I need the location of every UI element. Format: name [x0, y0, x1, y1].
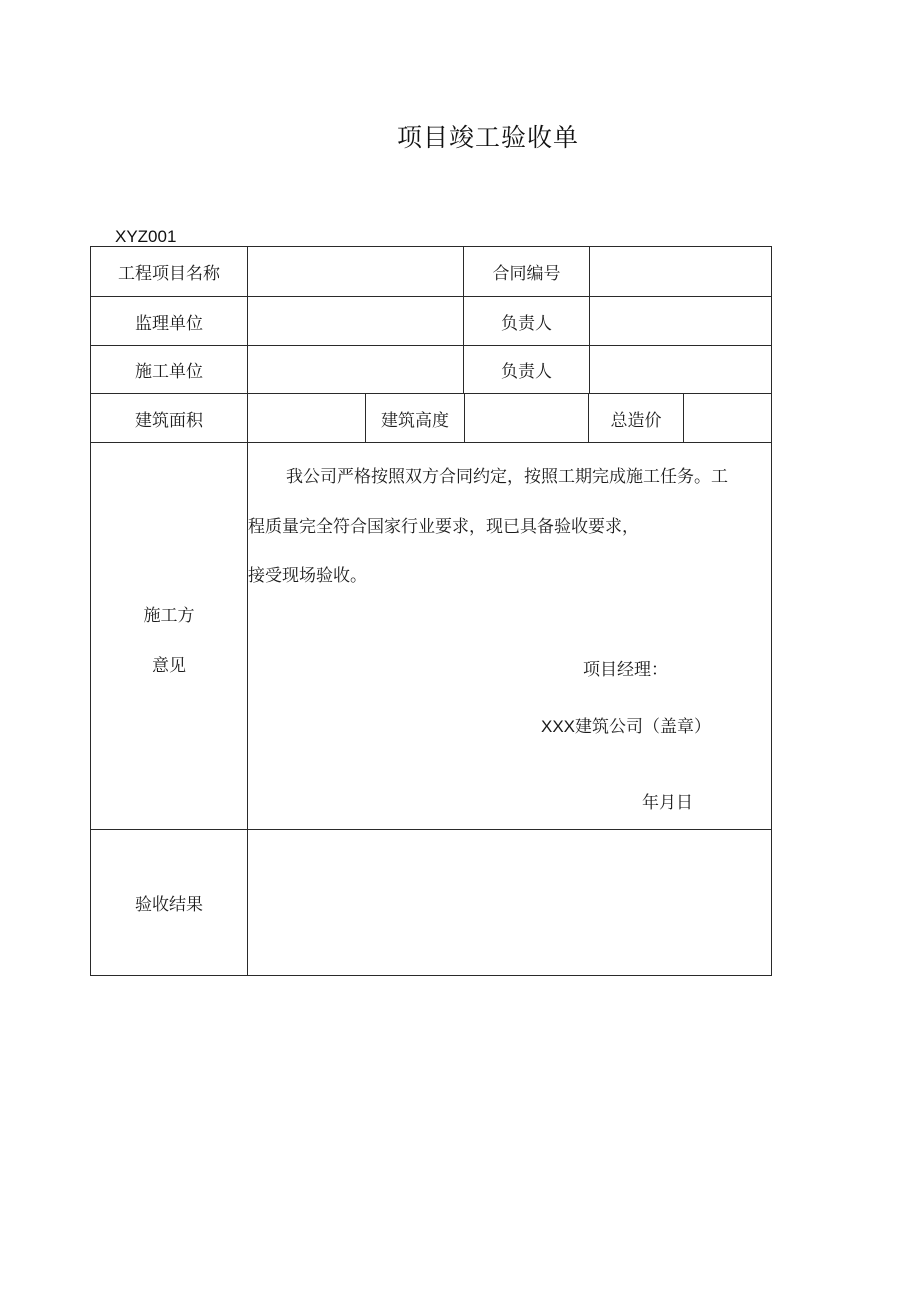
total-cost-field[interactable] — [684, 394, 771, 442]
date-label: 年月日 — [642, 793, 693, 813]
opinion-label-line2: 意见 — [152, 656, 186, 676]
page-title: 项目竣工验收单 — [396, 123, 579, 152]
building-height-field[interactable] — [465, 394, 588, 442]
supervisor-unit-field[interactable] — [248, 297, 463, 345]
contract-no-label: 合同编号 — [492, 264, 561, 284]
project-manager-label: 项目经理： — [583, 660, 668, 680]
building-area-field[interactable] — [248, 394, 365, 442]
company-name-suffix: 建筑公司（盖章） — [575, 717, 712, 737]
table-border-right — [771, 246, 772, 976]
supervisor-unit-label: 监理单位 — [135, 313, 203, 334]
opinion-paragraph-line1: 我公司严格按照双方合同约定，按照工期完成施工任务。工 — [286, 467, 728, 487]
project-name-field[interactable] — [248, 247, 463, 296]
construction-unit-field[interactable] — [248, 346, 463, 393]
company-seal-line — [541, 715, 711, 739]
opinion-paragraph-line3: 接受现场验收。 — [248, 566, 367, 586]
company-name-prefix: XXX — [541, 717, 576, 736]
supervisor-person-label: 负责人 — [501, 313, 552, 334]
project-name-label: 工程项目名称 — [118, 264, 220, 284]
acceptance-result-label: 验收结果 — [135, 895, 203, 915]
contractor-opinion-label — [91, 443, 247, 829]
document-code: XYZ001 — [115, 227, 177, 246]
construction-person-field[interactable] — [590, 346, 771, 393]
construction-unit-label: 施工单位 — [135, 362, 203, 382]
opinion-label-line1: 施工方 — [143, 606, 195, 626]
building-area-label: 建筑面积 — [135, 410, 203, 431]
supervisor-person-field[interactable] — [590, 297, 771, 345]
building-height-label: 建筑高度 — [381, 410, 449, 431]
contractor-opinion-content — [248, 443, 771, 829]
opinion-paragraph-line2: 程质量完全符合国家行业要求，现已具备验收要求， — [248, 517, 639, 537]
table-border-bottom — [90, 975, 772, 976]
contract-no-field[interactable] — [590, 247, 771, 296]
total-cost-label: 总造价 — [610, 410, 662, 431]
construction-person-label: 负责人 — [501, 362, 552, 382]
acceptance-result-field[interactable] — [248, 830, 771, 975]
